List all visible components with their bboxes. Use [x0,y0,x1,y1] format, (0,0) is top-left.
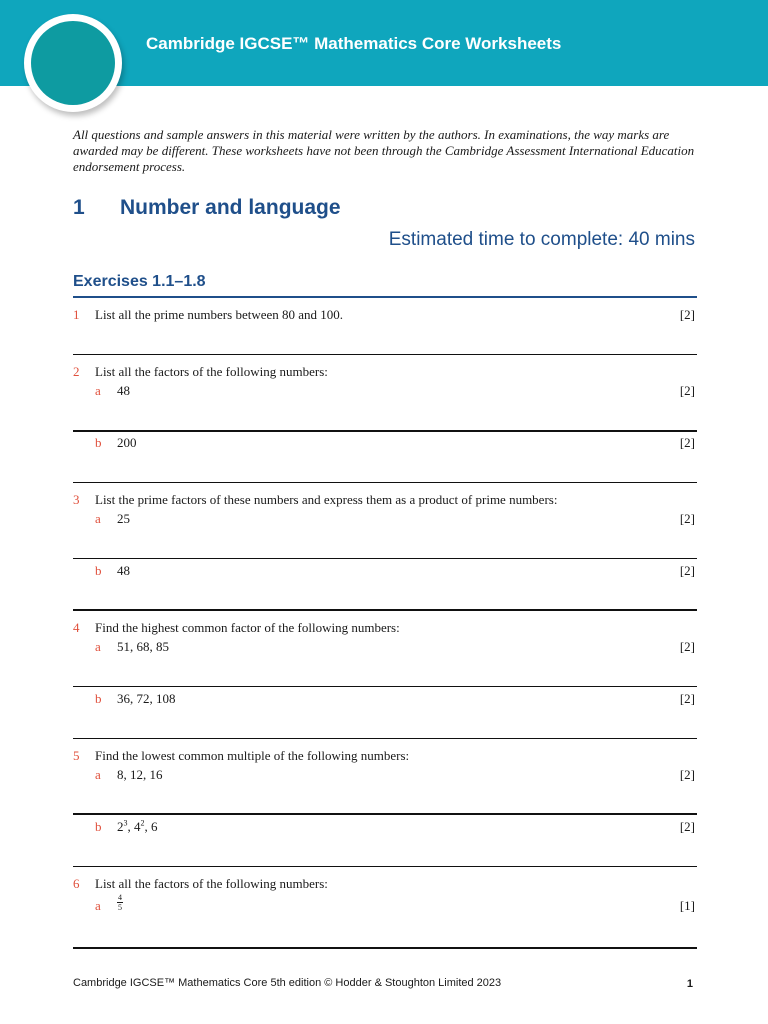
question-number: 5 [73,748,80,763]
part-marks: [2] [679,383,695,398]
part-label: b [95,563,102,578]
answer-line [73,354,697,355]
power-base: 4 [134,819,141,834]
part-label: b [95,819,102,834]
exercises-rule [73,296,697,298]
answer-line [73,609,697,611]
question-number: 6 [73,876,80,891]
question-text: List all the factors of the following numbers: [95,364,328,379]
part-marks: [2] [679,563,695,578]
answer-line [73,686,697,687]
part-label: a [95,639,101,654]
chapter-number: 1 [73,196,85,219]
part-label: b [95,691,102,706]
disclaimer-text: All questions and sample answers in this material were written by the authors. In examinations, the way marks are awarded may be different. These worksheets have not been through the Cambridge Assessment International Education endorsement process. [73,127,695,174]
fraction-numerator: 4 [118,893,122,902]
part-label: a [95,511,101,526]
question-text: List all the factors of the following numbers: [95,876,328,891]
part-marks: [2] [679,511,695,526]
power-base: 2 [117,819,124,834]
answer-line [73,738,697,739]
part-marks: [2] [679,767,695,782]
fraction [117,893,123,912]
question-number: 2 [73,364,80,379]
part-label: b [95,435,102,450]
question-text: Find the lowest common multiple of the following numbers: [95,748,410,763]
question-text: List the prime factors of these numbers and express them as a product of prime numbers: [95,492,558,507]
separator: , [127,819,134,834]
part-marks: [1] [679,898,695,913]
part-text: 25 [117,511,130,526]
part-marks: [2] [679,435,695,450]
power-exponent: 2 [140,818,145,828]
part-label: a [95,767,101,782]
chapter-title: Number and language [120,196,341,219]
question-text: Find the highest common factor of the following numbers: [95,620,400,635]
answer-line [73,430,697,432]
question-number: 4 [73,620,80,635]
answer-line [73,866,697,867]
answer-line [73,813,697,815]
header-logo-circle-inner [31,21,115,105]
part-text: 200 [117,435,137,450]
question-number: 1 [73,307,80,322]
part-label: a [95,383,101,398]
part-text [117,819,158,835]
question-text: List all the prime numbers between 80 and 100. [95,307,344,322]
page-header-title: Cambridge IGCSE™ Mathematics Core Worksheets [146,34,562,53]
part-text: 48 [117,383,130,398]
question-marks: [2] [679,307,695,322]
remaining-term: , 6 [144,819,158,834]
header-logo-circle [24,14,122,112]
part-text: 48 [117,563,130,578]
part-text: 51, 68, 85 [117,639,169,654]
question-number: 3 [73,492,80,507]
chapter-heading [73,196,341,220]
footer-text: Cambridge IGCSE™ Mathematics Core 5th edition © Hodder & Stoughton Limited 2023 [73,977,502,989]
estimated-time: Estimated time to complete: 40 mins [388,229,695,250]
part-label: a [95,898,101,913]
answer-line [73,947,697,949]
part-marks: [2] [679,639,695,654]
part-text: 36, 72, 108 [117,691,176,706]
power-exponent: 3 [123,818,128,828]
answer-line [73,482,697,483]
answer-line [73,558,697,559]
page-number: 1 [686,978,693,990]
part-marks: [2] [679,819,695,834]
fraction-denominator: 5 [118,903,122,912]
part-text: 8, 12, 16 [117,767,163,782]
part-marks: [2] [679,691,695,706]
exercises-heading: Exercises 1.1–1.8 [73,273,206,290]
